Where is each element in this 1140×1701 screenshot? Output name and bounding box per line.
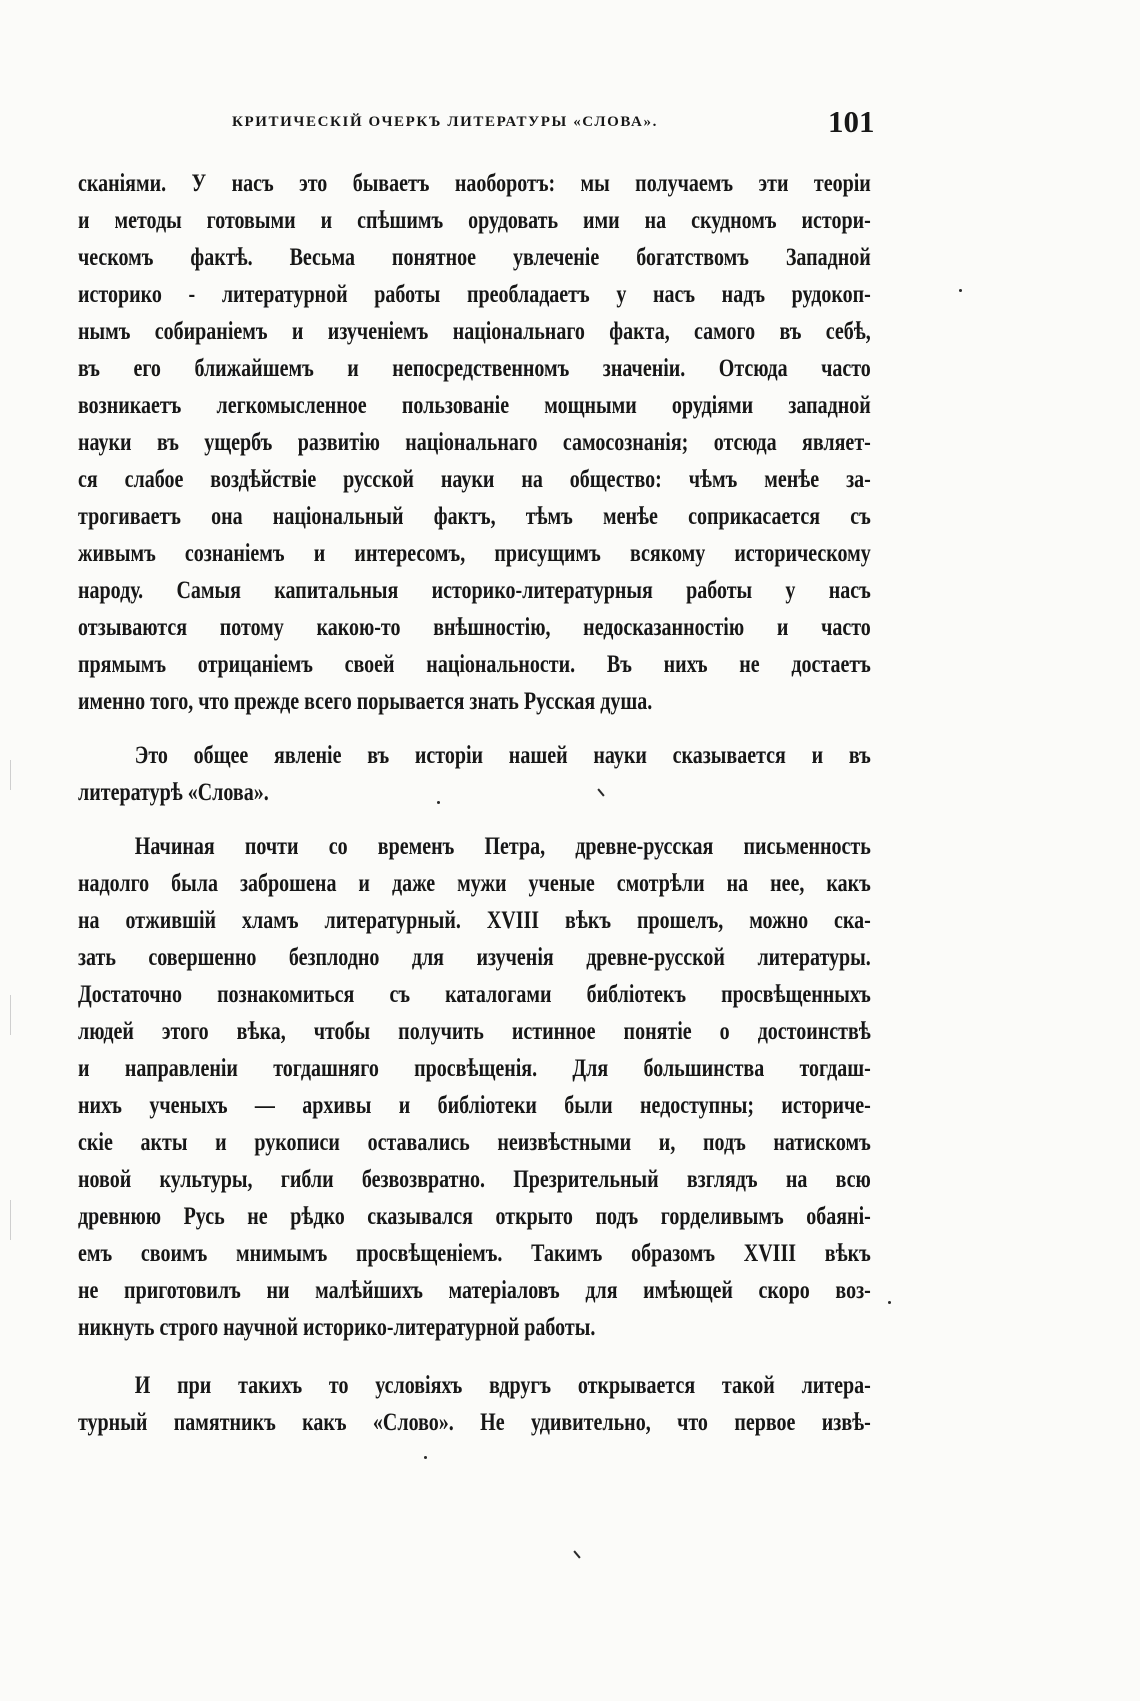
text-line: Начиная почти со временъ Петра, древне-русская письменность bbox=[134, 833, 871, 860]
text-line: литературѣ «Слова». bbox=[78, 779, 269, 806]
text-line: науки въ ущербъ развитію національнаго самосознанія; отсюда являет- bbox=[78, 429, 871, 456]
text-line: людей этого вѣка, чтобы получить истинное понятіе о достоинствѣ bbox=[78, 1018, 871, 1045]
text-line: не приготовилъ ни малѣйшихъ матеріаловъ для имѣющей скоро воз- bbox=[78, 1277, 871, 1304]
scan-edge-mark bbox=[10, 760, 11, 790]
paragraph bbox=[78, 737, 871, 811]
text-line: въ его ближайшемъ и непосредственномъ значеніи. Отсюда часто bbox=[78, 355, 871, 382]
scan-speck bbox=[437, 801, 440, 804]
page-number: 101 bbox=[828, 104, 875, 139]
paragraph bbox=[78, 165, 871, 720]
scan-speck bbox=[888, 1301, 891, 1304]
scan-edge-mark bbox=[10, 1200, 11, 1240]
text-line: и направленіи тогдашняго просвѣщенія. Для большинства тогдаш- bbox=[78, 1055, 871, 1082]
text-line: сканіями. У насъ это бываетъ наоборотъ: мы получаемъ эти теоріи bbox=[78, 170, 871, 197]
running-head: КРИТИЧЕСКІЙ ОЧЕРКЪ ЛИТЕРАТУРЫ «СЛОВА». bbox=[232, 114, 658, 130]
text-line: отзываются потому какою-то внѣшностію, недосказанностію и часто bbox=[78, 614, 871, 641]
text-line: нихъ ученыхъ — архивы и библіотеки были недоступны; историче- bbox=[78, 1092, 871, 1119]
text-line: историко - литературной работы преобладаетъ у насъ надъ рудокоп- bbox=[78, 281, 871, 308]
text-line: прямымъ отрицаніемъ своей національности. Въ нихъ не достаетъ bbox=[78, 651, 871, 678]
text-line: И при такихъ то условіяхъ вдругъ открывается такой литера- bbox=[134, 1372, 871, 1399]
text-line: и методы готовыми и спѣшимъ орудовать ими на скудномъ истори- bbox=[78, 207, 871, 234]
paragraph bbox=[78, 828, 871, 1346]
text-line: зать совершенно безплодно для изученія древне-русской литературы. bbox=[78, 944, 871, 971]
scan-speck bbox=[573, 1550, 580, 1558]
text-line: ческомъ фактѣ. Весьма понятное увлеченіе богатствомъ Западной bbox=[78, 244, 871, 271]
scan-edge-mark bbox=[10, 995, 11, 1035]
scan-speck bbox=[424, 1456, 427, 1459]
text-line: скіе акты и рукописи оставались неизвѣстными и, подъ натискомъ bbox=[78, 1129, 871, 1156]
text-line: надолго была заброшена и даже мужи ученые смотрѣли на нее, какъ bbox=[78, 870, 871, 897]
paragraph bbox=[78, 1367, 871, 1441]
text-line: никнуть строго научной историко-литературной работы. bbox=[78, 1314, 596, 1341]
text-line: возникаетъ легкомысленное пользованіе мощными орудіями западной bbox=[78, 392, 871, 419]
text-line: древнюю Русь не рѣдко сказывался открыто подъ горделивымъ обаяні- bbox=[78, 1203, 871, 1230]
text-line: Это общее явленіе въ исторіи нашей науки сказывается и въ bbox=[134, 742, 871, 769]
scan-speck bbox=[959, 289, 962, 292]
body-text bbox=[78, 165, 871, 1441]
text-line: Достаточно познакомиться съ каталогами библіотекъ просвѣщенныхъ bbox=[78, 981, 871, 1008]
text-line: турный памятникъ какъ «Слово». Не удивительно, что первое извѣ- bbox=[78, 1409, 871, 1436]
text-line: на отжившій хламъ литературный. XVIII вѣкъ прошелъ, можно ска- bbox=[78, 907, 871, 934]
text-line: именно того, что прежде всего порывается знать Русская душа. bbox=[78, 688, 653, 715]
text-line: трогиваетъ она національный фактъ, тѣмъ менѣе соприкасается съ bbox=[78, 503, 871, 530]
text-line: нымъ собираніемъ и изученіемъ національнаго факта, самого въ себѣ, bbox=[78, 318, 871, 345]
text-line: народу. Самыя капитальныя историко-литературныя работы у насъ bbox=[78, 577, 871, 604]
text-line: емъ своимъ мнимымъ просвѣщеніемъ. Такимъ образомъ XVIII вѣкъ bbox=[78, 1240, 871, 1267]
text-line: новой культуры, гибли безвозвратно. Презрительный взглядъ на всю bbox=[78, 1166, 871, 1193]
text-line: живымъ сознаніемъ и интересомъ, присущимъ всякому историческому bbox=[78, 540, 871, 567]
text-line: ся слабое воздѣйствіе русской науки на общество: чѣмъ менѣе за- bbox=[78, 466, 871, 493]
